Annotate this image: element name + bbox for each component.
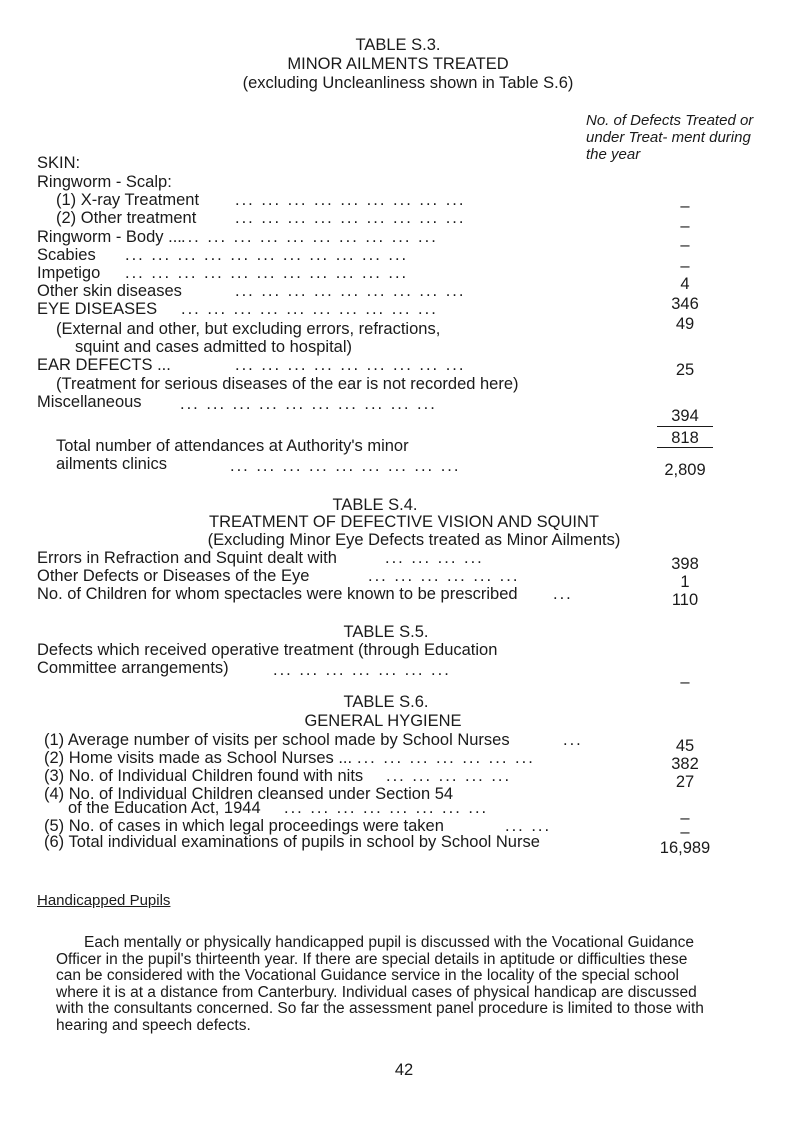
table-row-value: 394 (671, 407, 699, 425)
table-row-label: Other Defects or Diseases of the Eye (37, 567, 310, 585)
total-rule-top (657, 426, 713, 427)
leader-dots: ... ... ... ... ... ... ... (273, 661, 451, 679)
table-row-value: 1 (680, 573, 690, 591)
table-row-label: Impetigo (37, 264, 101, 282)
table-row-value: – (680, 257, 690, 275)
table-row-label: Scabies (37, 246, 96, 264)
leader-dots: ... ... ... ... ... (386, 767, 512, 785)
table-s4-subtitle: TREATMENT OF DEFECTIVE VISION AND SQUINT (209, 513, 599, 531)
table-row-value: 346 (671, 295, 699, 313)
table-s5-label-2: Committee arrangements) (37, 659, 229, 677)
table-row-value: 49 (675, 315, 695, 333)
table-row-label: of the Education Act, 1944 (68, 799, 261, 817)
section-heading: Handicapped Pupils (37, 892, 171, 909)
table-row-label: Ringworm - Body ... (37, 228, 182, 246)
table-s5-title: TABLE S.5. (343, 623, 429, 641)
total-rule-bottom (657, 447, 713, 448)
table-s5-value: – (680, 673, 690, 691)
table-row-label: (External and other, but excluding errors, refractions, (56, 320, 441, 338)
table-row-value: 45 (675, 737, 695, 755)
leader-dots: ... (563, 731, 583, 749)
leader-dots: ... ... ... ... ... ... ... ... ... (235, 282, 466, 300)
paragraph-line: Officer in the pupil's thirteenth year. If there are special details in aptitude or difficulties these (56, 950, 688, 968)
total-value: 818 (671, 429, 699, 447)
leader-dots: ... ... ... ... (385, 549, 484, 567)
table-row-value: – (680, 236, 690, 254)
table-row-label: No. of Children for whom spectacles were known to be prescribed (37, 585, 518, 603)
table-row-label: squint and cases admitted to hospital) (75, 338, 352, 356)
paragraph-line: where it is at a distance from Canterbury. Individual cases of physical handicap are discussed (56, 983, 697, 1001)
paragraph-line: can be considered with the Vocational Guidance service in the locality of the special school (56, 967, 679, 984)
leader-dots: ... ... (505, 817, 552, 835)
table-row-value: 4 (680, 275, 690, 293)
table-row-label: (1) Average number of visits per school made by School Nurses (44, 731, 510, 749)
page-number: 42 (394, 1061, 414, 1079)
leader-dots: ... ... ... ... ... ... ... ... ... ... (181, 228, 438, 246)
leader-dots: ... ... ... ... ... ... ... ... ... ... (181, 300, 438, 318)
table-row-label: Miscellaneous (37, 393, 142, 411)
table-row-value: 16,989 (659, 839, 711, 857)
table-row-value: 382 (671, 755, 699, 773)
table-row-value: – (680, 809, 690, 827)
attendances-label-2: ailments clinics (56, 455, 167, 473)
table-row-label: (5) No. of cases in which legal proceedings were taken (44, 817, 444, 835)
table-row-label: (4) No. of Individual Children cleansed under Section 54 (44, 785, 454, 803)
table-s5-label: Defects which received operative treatment (through Education (37, 641, 498, 659)
table-row-label: (2) Home visits made as School Nurses ... (44, 749, 353, 767)
leader-dots: ... ... ... ... ... ... ... (357, 749, 535, 767)
table-row-value: – (680, 217, 690, 235)
table-s3-subtitle: MINOR AILMENTS TREATED (287, 55, 509, 73)
table-s3-title: TABLE S.3. (355, 36, 441, 54)
table-row-label: (1) X-ray Treatment (56, 191, 200, 209)
leader-dots: ... ... ... ... ... ... ... ... (284, 799, 489, 817)
table-row-value: 398 (671, 555, 699, 573)
leader-dots: ... ... ... ... ... ... ... ... ... (235, 191, 466, 209)
table-row-value: 27 (675, 773, 695, 791)
table-s4-note: (Excluding Minor Eye Defects treated as Minor Ailments) (207, 531, 621, 549)
attendances-value: 2,809 (664, 461, 706, 479)
table-row-value: 110 (671, 591, 699, 609)
table-row-label: (Treatment for serious diseases of the ear is not recorded here) (56, 375, 519, 393)
leader-dots: ... ... ... ... ... ... ... ... ... (230, 457, 461, 475)
leader-dots: ... ... ... ... ... ... ... ... ... ... ... (125, 264, 409, 282)
leader-dots: ... ... ... ... ... ... ... ... ... ... (180, 395, 437, 413)
table-s4-title: TABLE S.4. (332, 496, 418, 514)
table-row-value: 25 (675, 361, 695, 379)
leader-dots: ... ... ... ... ... ... ... ... ... ... ... (125, 246, 409, 264)
leader-dots: ... (553, 585, 573, 603)
table-s3-note: (excluding Uncleanliness shown in Table S.6) (242, 74, 574, 92)
handicapped-paragraph (56, 935, 771, 1034)
leader-dots: ... ... ... ... ... ... ... ... ... (235, 209, 466, 227)
leader-dots: ... ... ... ... ... ... (368, 567, 520, 585)
table-row-label: Other skin diseases (37, 282, 182, 300)
table-s6-subtitle: GENERAL HYGIENE (304, 712, 462, 730)
table-row-label: (2) Other treatment (56, 209, 197, 227)
column-header: No. of Defects Treated or under Treat- ment during the year (586, 112, 754, 163)
leader-dots: ... ... ... ... ... ... ... ... ... (235, 356, 466, 374)
paragraph-line: with the consultants concerned. So far the assessment panel procedure is limited to those with (56, 1000, 704, 1017)
paragraph-line: Each mentally or physically handicapped pupil is discussed with the Vocational Guidance (84, 934, 695, 951)
paragraph-line: hearing and speech defects. (56, 1016, 251, 1034)
table-row-label: Ringworm - Scalp: (37, 173, 172, 191)
table-row-label: (3) No. of Individual Children found with nits (44, 767, 364, 785)
table-row-value: – (680, 823, 690, 841)
table-row-label: Errors in Refraction and Squint dealt with (37, 549, 337, 567)
attendances-label: Total number of attendances at Authority's minor (56, 437, 409, 455)
table-row-label: (6) Total individual examinations of pupils in school by School Nurse (44, 833, 540, 851)
table-row-value: – (680, 197, 690, 215)
table-s6-title: TABLE S.6. (343, 693, 429, 711)
table-row-label: EYE DISEASES (37, 300, 158, 318)
skin-heading: SKIN: (37, 154, 81, 172)
table-row-label: EAR DEFECTS ... (37, 356, 171, 374)
